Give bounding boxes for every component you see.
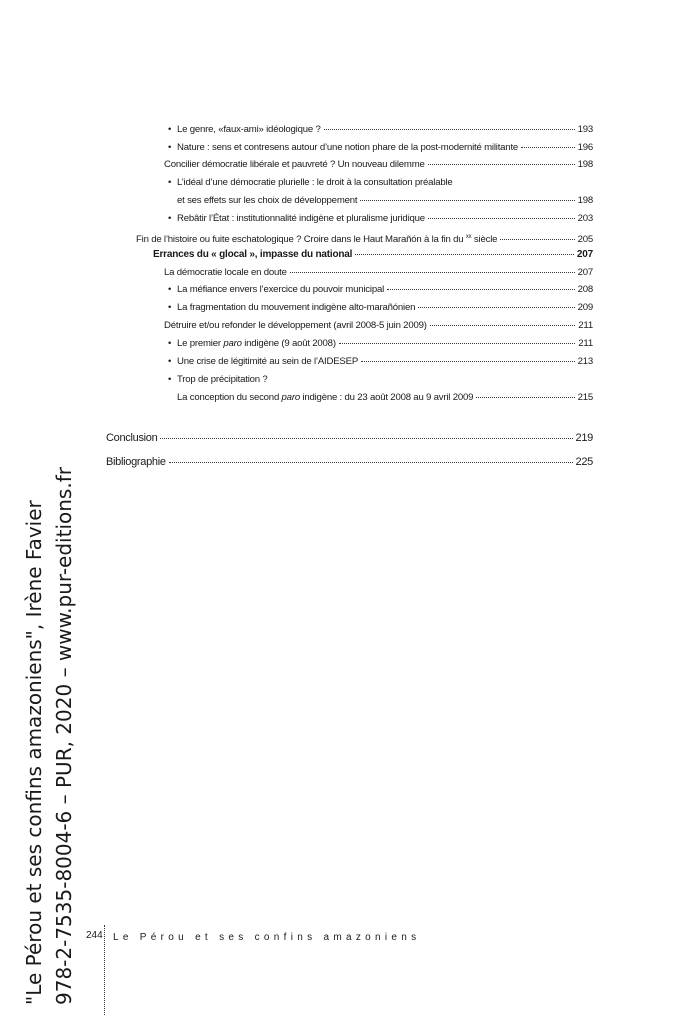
toc-entry	[168, 284, 593, 296]
toc-entry	[164, 159, 593, 171]
toc-entry-label: Bibliographie	[106, 456, 166, 468]
toc-entry	[164, 320, 593, 332]
dot-leader	[169, 462, 573, 463]
dot-leader	[360, 200, 574, 201]
running-title: Le Pérou et ses confins amazoniens	[113, 932, 421, 943]
toc-entry	[136, 231, 593, 246]
dot-leader	[387, 289, 575, 290]
dot-leader	[500, 239, 574, 240]
dot-leader	[418, 307, 574, 308]
toc-entry-page: 198	[577, 159, 593, 170]
dot-leader	[160, 438, 572, 439]
toc-entry	[106, 432, 593, 444]
toc-entry-page: 225	[575, 456, 593, 468]
toc-entry-label: La démocratie locale en doute	[164, 267, 287, 278]
toc-entry	[168, 338, 593, 350]
toc-entry-page: 203	[577, 213, 593, 224]
bullet-icon: •	[168, 356, 172, 367]
bullet-icon: •	[168, 338, 172, 349]
toc-entry	[106, 456, 593, 468]
toc-entry	[164, 267, 593, 279]
toc-entry	[168, 302, 593, 314]
toc-entry-label: L’idéal d’une démocratie plurielle : le droit à la consultation préalable	[177, 177, 453, 188]
toc-entry-page: 211	[578, 338, 593, 349]
toc-entry	[177, 195, 593, 207]
toc-entry	[168, 142, 593, 154]
toc-entry-label: et ses effets sur les choix de développement	[177, 195, 358, 206]
bullet-icon: •	[168, 213, 172, 224]
dot-leader	[476, 397, 574, 398]
copyright-sidebar	[22, 0, 82, 1018]
toc-entry-label: Concilier démocratie libérale et pauvreté ? Un nouveau dilemme	[164, 159, 425, 170]
toc-entry-label: La méfiance envers l’exercice du pouvoir municipal	[177, 284, 385, 295]
toc-entry-label: Nature : sens et contresens autour d’une notion phare de la post-modernité militante	[177, 142, 519, 153]
toc-entry	[153, 249, 593, 261]
toc-entry-page: 209	[577, 302, 593, 313]
dot-leader	[361, 361, 575, 362]
toc-entry-label: Fin de l’histoire ou fuite eschatologique ? Croire dans le Haut Marañón à la fin du $^{xx}$ siècle	[136, 234, 498, 246]
toc-entry-page: 219	[575, 432, 593, 444]
toc-entry-page: 207	[576, 249, 593, 260]
toc-entry-label: Trop de précipitation ?	[177, 374, 268, 385]
dot-leader	[521, 147, 575, 148]
toc-entry-page: 193	[577, 124, 593, 135]
dot-leader	[339, 343, 575, 344]
toc-entry-label: Le premier paro indigène (9 août 2008)	[177, 338, 336, 349]
dot-leader	[355, 254, 574, 255]
toc-entry-page: 213	[577, 356, 593, 367]
toc-entry-label: Détruire et/ou refonder le développement (avril 2008-5 juin 2009)	[164, 320, 427, 331]
toc-entry-label: La conception du second paro indigène : du 23 août 2008 au 9 avril 2009	[177, 392, 474, 403]
toc-entry	[177, 392, 593, 404]
toc-entry-page: 207	[577, 267, 593, 278]
dot-leader	[428, 218, 575, 219]
dot-leader	[290, 272, 575, 273]
bullet-icon: •	[168, 177, 172, 188]
toc-entry-label: Rebâtir l’État : institutionnalité indigène et pluralisme juridique	[177, 213, 425, 224]
dot-leader	[324, 129, 575, 130]
toc-entry	[168, 356, 593, 368]
toc-entry	[168, 124, 593, 136]
bullet-icon: •	[168, 374, 172, 385]
toc-entry-label: Conclusion	[106, 432, 158, 444]
bullet-icon: •	[168, 284, 172, 295]
bullet-icon: •	[168, 124, 172, 135]
dot-leader	[428, 164, 575, 165]
toc-entry-page: 208	[577, 284, 593, 295]
toc-entry-label: La fragmentation du mouvement indigène alto-marañónien	[177, 302, 416, 313]
bullet-icon: •	[168, 302, 172, 313]
toc-entry-page: 198	[577, 195, 593, 206]
toc-entry-label: Une crise de légitimité au sein de l’AIDESEP	[177, 356, 359, 367]
dot-leader	[430, 325, 576, 326]
bullet-icon: •	[168, 142, 172, 153]
toc-entry	[168, 177, 593, 189]
toc-entry	[168, 213, 593, 225]
sidebar-line-title: "Le Pérou et ses confins amazoniens", Irène Favier	[22, 500, 46, 1005]
toc-entry-page: 196	[577, 142, 593, 153]
page-number: 244	[86, 930, 103, 941]
toc-entry-label: Le genre, «faux-ami» idéologique ?	[177, 124, 321, 135]
sidebar-line-isbn: 978-2-7535-8004-6 – PUR, 2020 – www.pur-editions.fr	[52, 467, 76, 1005]
toc-entry	[168, 374, 593, 386]
toc-entry-label: Errances du « glocal », impasse du national	[153, 249, 353, 260]
toc-entry-page: 211	[578, 320, 593, 331]
toc-entry-page: 205	[577, 234, 593, 246]
toc-entry-page: 215	[577, 392, 593, 403]
footer-divider	[104, 925, 105, 1015]
